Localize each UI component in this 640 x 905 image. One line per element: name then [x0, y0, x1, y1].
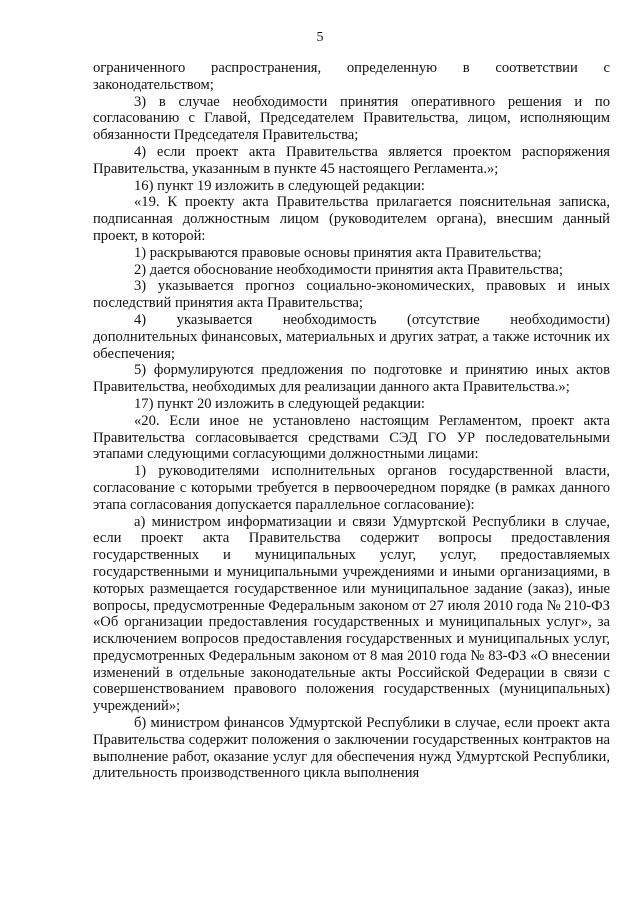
paragraph-clause-19: «19. К проекту акта Правительства прилагается пояснительная записка, подписанная должностным лицом (руководителем органа), внесшим данный проект, в которой: [93, 194, 610, 244]
paragraph-clause-20-item-1: 1) руководителями исполнительных органов государственной власти, согласование с которыми требуется в первоочередном порядке (в рамках данного этапа согласования допускается параллельное согласование): [93, 463, 610, 513]
paragraph-amendment-16: 16) пункт 19 изложить в следующей редакции: [134, 177, 425, 194]
page-number: 5 [316, 30, 324, 45]
paragraph-continuation: ограниченного распространения, определенную в соответствии с законодательством; [93, 60, 610, 93]
document-body [93, 60, 610, 782]
paragraph-clause-20: «20. Если иное не установлено настоящим Регламентом, проект акта Правительства согласовывается средствами СЭД ГО УР последовательными этапами следующими согласующими должностными лицами: [93, 412, 610, 463]
paragraph-item-3: 3) в случае необходимости принятия оперативного решения и по согласованию с Главой, Председателем Правительства, лицом, исполняющим обязанности Председателя Правительства; [93, 93, 610, 144]
paragraph-clause-19-item-2: 2) дается обоснование необходимости принятия акта Правительства; [134, 261, 563, 278]
paragraph-clause-19-item-3: 3) указывается прогноз социально-экономических, правовых и иных последствий принятия акта Правительства; [93, 278, 610, 312]
paragraph-clause-19-item-1: 1) раскрываются правовые основы принятия акта Правительства; [134, 244, 542, 261]
paragraph-clause-19-item-4: 4) указывается необходимость (отсутствие необходимости) дополнительных финансовых, материальных и других затрат, а также источник их обеспечения; [93, 311, 610, 362]
paragraph-amendment-17: 17) пункт 20 изложить в следующей редакции: [134, 395, 425, 412]
paragraph-item-4: 4) если проект акта Правительства является проектом распоряжения Правительства, указанным в пункте 45 настоящего Регламента.»; [93, 143, 610, 177]
paragraph-clause-20-item-a: а) министром информатизации и связи Удмуртской Республики в случае, если проект акта Правительства содержит вопросы предоставления государственных и муниципальных услуг, услуг, предоставляемых государственными и муниципальными учреждениями и иными организациями, в которых размещается государственное или муниципальное задание (заказ), иные вопросы, предусмотренные Федеральным законом от 27 июля 2010 года № 210-ФЗ «Об организации предоставления государственных и муниципальных услуг», за исключением вопросов предоставления государственных и муниципальных услуг, предусмотренных Федеральным законом от 8 мая 2010 года № 83-ФЗ «О внесении изменений в отдельные законодательные акты Российской Федерации в связи с совершенствованием правового положения государственных (муниципальных) учреждений»; [93, 513, 610, 715]
paragraph-clause-19-item-5: 5) формулируются предложения по подготовке и принятию иных актов Правительства, необходимых для реализации данного акта Правительства.»; [93, 362, 610, 396]
paragraph-clause-20-item-b: б) министром финансов Удмуртской Республики в случае, если проект акта Правительства содержит положения о заключении государственных контрактов на выполнение работ, оказание услуг для обеспечения нужд Удмуртской Республики, длительность производственного цикла выполнения [93, 715, 610, 782]
